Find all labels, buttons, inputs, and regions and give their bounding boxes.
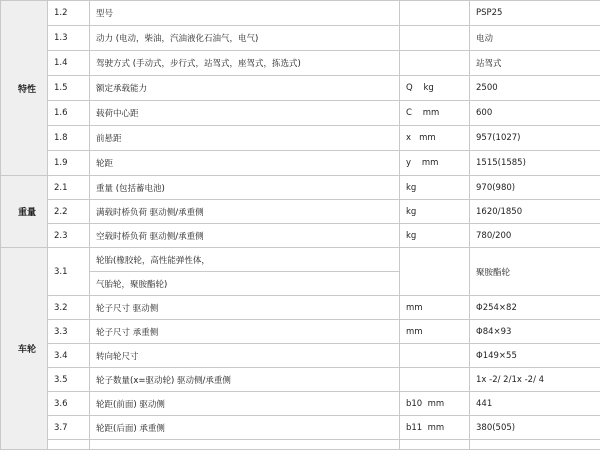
item-unit [400,1,470,26]
item-value: 380(505) [470,416,600,440]
table-row [1,1,600,26]
item-number: 3.3 [48,320,90,344]
item-unit: mm [400,296,470,320]
table-row [1,76,600,101]
empty-cell [400,440,470,450]
item-value: 600 [470,101,600,126]
table-row [1,151,600,176]
empty-cell [470,440,600,450]
item-name: 满载时桥负荷 驱动侧/承重侧 [90,200,400,224]
table-row [1,440,600,450]
item-unit: kg [400,224,470,248]
item-name: 重量 (包括蓄电池) [90,176,400,200]
item-value: 1515(1585) [470,151,600,176]
category-cell: 重量 [1,176,48,248]
item-unit: mm [400,320,470,344]
item-unit [400,248,470,296]
item-number: 1.9 [48,151,90,176]
table-row [1,176,600,200]
table-row [1,368,600,392]
item-name: 轮距(前面) 驱动侧 [90,392,400,416]
item-unit [400,26,470,51]
item-number: 1.5 [48,76,90,101]
item-unit: C mm [400,101,470,126]
item-unit: b10 mm [400,392,470,416]
item-name: 轮子尺寸 承重侧 [90,320,400,344]
item-name: 轮子数量(x=驱动轮) 驱动侧/承重侧 [90,368,400,392]
table-row [1,224,600,248]
category-cell: 特性 [1,1,48,176]
table-row [1,296,600,320]
table-row [1,392,600,416]
item-number: 1.6 [48,101,90,126]
item-name: 额定承载能力 [90,76,400,101]
item-number: 2.3 [48,224,90,248]
item-value: 2500 [470,76,600,101]
item-unit: y mm [400,151,470,176]
item-number: 1.3 [48,26,90,51]
item-number: 3.7 [48,416,90,440]
item-value: 780/200 [470,224,600,248]
item-number: 2.1 [48,176,90,200]
table-row [1,101,600,126]
item-number: 1.2 [48,1,90,26]
item-name: 轮距 [90,151,400,176]
item-unit: Q kg [400,76,470,101]
empty-cell [90,440,400,450]
item-number: 3.4 [48,344,90,368]
item-value: 441 [470,392,600,416]
item-name: 动力 (电动，柴油，汽油液化石油气，电气) [90,26,400,51]
item-value: Φ254×82 [470,296,600,320]
item-value: 聚胺酯轮 [470,248,600,296]
item-name-line2: 气胎轮，聚胺酯轮) [90,272,400,296]
table-row [1,248,600,272]
item-number: 2.2 [48,200,90,224]
item-unit: b11 mm [400,416,470,440]
item-value: 970(980) [470,176,600,200]
empty-cell [48,440,90,450]
item-unit: kg [400,200,470,224]
item-number: 1.4 [48,51,90,76]
table-row [1,344,600,368]
item-value: Φ84×93 [470,320,600,344]
item-name: 转向轮尺寸 [90,344,400,368]
item-name: 轮距(后面) 承重侧 [90,416,400,440]
item-name: 载荷中心距 [90,101,400,126]
item-number: 3.2 [48,296,90,320]
table-row [1,320,600,344]
item-name: 空载时桥负荷 驱动侧/承重侧 [90,224,400,248]
table-row [1,26,600,51]
item-number: 3.6 [48,392,90,416]
item-value: Φ149×55 [470,344,600,368]
item-name: 型号 [90,1,400,26]
item-number: 1.8 [48,126,90,151]
table-row [1,126,600,151]
category-cell: 车轮 [1,248,48,450]
item-unit: x mm [400,126,470,151]
item-value: 站驾式 [470,51,600,76]
item-number: 3.1 [48,248,90,296]
item-value: PSP25 [470,1,600,26]
item-unit [400,368,470,392]
item-unit [400,51,470,76]
table-row [1,200,600,224]
item-value: 1620/1850 [470,200,600,224]
item-unit: kg [400,176,470,200]
item-value: 电动 [470,26,600,51]
table-row [1,51,600,76]
item-value: 1x -2/ 2/1x -2/ 4 [470,368,600,392]
item-name: 驾驶方式 (手动式，步行式，站驾式，座驾式，拣选式) [90,51,400,76]
item-unit [400,344,470,368]
item-name: 轮子尺寸 驱动侧 [90,296,400,320]
item-number: 3.5 [48,368,90,392]
item-value: 957(1027) [470,126,600,151]
table-row [1,416,600,440]
item-name-line1: 轮胎(橡胶轮，高性能弹性体， [90,248,400,272]
item-name: 前悬距 [90,126,400,151]
